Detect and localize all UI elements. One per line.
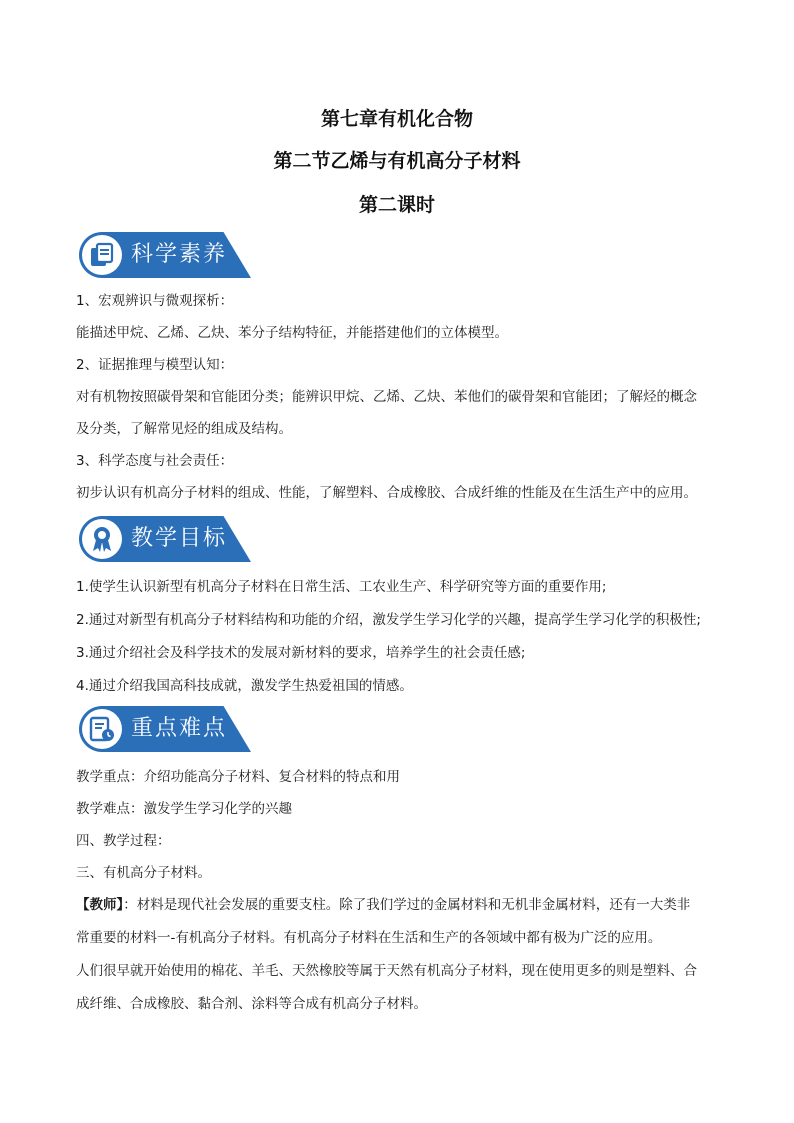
teacher-line-2: 常重要的材料一-有机高分子材料。有机高分子材料在生活和生产的各领域中都有极为广泛的应用。 <box>76 930 662 946</box>
paragraph-line-1: 人们很早就开始使用的棉花、羊毛、天然橡胶等属于天然有机高分子材料，现在使用更多的则是塑料、合 <box>76 963 697 979</box>
teacher-tag: 【教师】 <box>76 897 124 913</box>
objective-line-3: 3.通过介绍社会及科学技术的发展对新材料的要求，培养学生的社会责任感; <box>76 645 526 661</box>
documents-icon <box>88 241 116 269</box>
literacy-line-7: 初步认识有机高分子材料的组成、性能，了解塑料、合成橡胶、合成纤维的性能及在生活生产中的应用。 <box>76 485 697 501</box>
banner-keypoints <box>79 706 251 752</box>
banner-objectives <box>79 516 251 562</box>
banner-icon-circle <box>82 709 122 749</box>
banner-icon-circle <box>82 235 122 275</box>
literacy-line-1: 1、宏观辨识与微观探析： <box>76 293 234 309</box>
literacy-line-5: 及分类，了解常见烃的组成及结构。 <box>76 421 292 437</box>
lesson-title: 第二课时 <box>358 194 435 216</box>
objective-line-2: 2.通过对新型有机高分子材料结构和功能的介绍，激发学生学习化学的兴趣，提高学生学习化学的积极性; <box>76 612 701 628</box>
paragraph-line-2: 成纤维、合成橡胶、黏合剂、涂料等合成有机高分子材料。 <box>76 996 427 1012</box>
objective-line-4: 4.通过介绍我国高科技成就，激发学生热爱祖国的情感。 <box>76 678 413 694</box>
teacher-text: ：材料是现代社会发展的重要支柱。除了我们学过的金属材料和无机非金属材料，还有一大类非 <box>123 897 691 913</box>
topic-heading: 三、有机高分子材料。 <box>76 865 211 881</box>
literacy-line-6: 3、科学态度与社会责任： <box>76 453 234 469</box>
banner-label: 科学素养 <box>131 242 228 267</box>
process-heading: 四、教学过程： <box>76 833 171 849</box>
chapter-title: 第七章有机化合物 <box>320 108 473 130</box>
banner-icon-circle <box>82 519 122 559</box>
objective-line-1: 1.使学生认识新型有机高分子材料在日常生活、工农业生产、科学研究等方面的重要作用; <box>76 579 607 595</box>
teacher-line-1 <box>76 896 690 914</box>
banner-label: 重点难点 <box>131 716 228 741</box>
document-clock-icon <box>88 715 116 743</box>
banner-literacy <box>79 232 251 278</box>
banner-label: 教学目标 <box>131 526 228 551</box>
literacy-line-2: 能描述甲烷、乙烯、乙炔、苯分子结构特征，并能搭建他们的立体模型。 <box>76 325 508 341</box>
keypoint-difficulty: 教学难点：激发学生学习化学的兴趣 <box>76 801 292 817</box>
award-ribbon-icon <box>88 525 116 553</box>
literacy-line-4: 对有机物按照碳骨架和官能团分类；能辨识甲烷、乙烯、乙炔、苯他们的碳骨架和官能团；了解烃的概念 <box>76 389 697 405</box>
literacy-line-3: 2、证据推理与模型认知： <box>76 357 234 373</box>
section-title: 第二节乙烯与有机高分子材料 <box>273 150 521 172</box>
keypoint-focus: 教学重点：介绍功能高分子材料、复合材料的特点和用 <box>76 769 400 785</box>
